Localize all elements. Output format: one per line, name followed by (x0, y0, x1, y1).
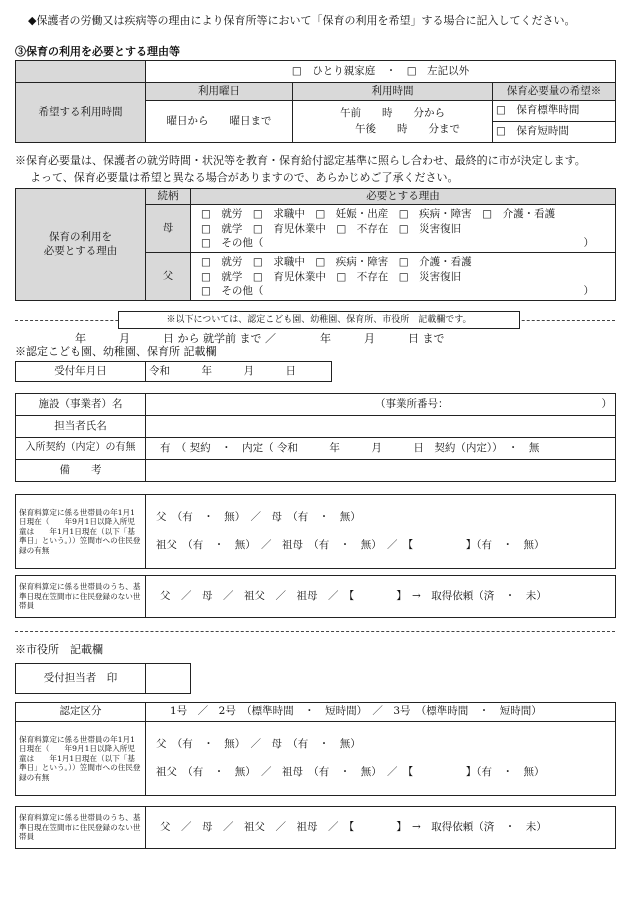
facility-household-row-b[interactable]: 祖父 （有 ・ 無） ／ 祖母 （有 ・ 無） ／ 【 】（有 ・ 無） (156, 538, 545, 551)
reason-table (15, 188, 616, 301)
dashed-divider-2 (15, 631, 615, 632)
mother-other[interactable] (201, 236, 612, 250)
father-reason-line1[interactable]: □ 就労 □ 求職中 □ 疾病・障害 □ 介護・看護 (201, 256, 472, 269)
father-other[interactable] (201, 284, 612, 298)
mother-reasons[interactable] (191, 205, 616, 253)
city-household-row-b[interactable]: 祖父 （有 ・ 無） ／ 祖母 （有 ・ 無） ／ 【 】（有 ・ 無） (156, 765, 545, 778)
city-household-desc: 保育料算定に係る世帯員の年1月1日現在（ 年9月1日以降入所児童は 年1月1日現在（以下「基準日」という。））笠間市への住民登録の有無 (16, 722, 146, 796)
household-options[interactable]: □ ひとり親家庭 ・ □ 左記以外 (146, 61, 616, 83)
receipt-date-field[interactable]: 令和 年 月 日 (146, 362, 332, 382)
facility-household-table (15, 494, 616, 569)
receipt-stamp-field[interactable] (146, 664, 191, 694)
note-line2: よって、保育必要量は希望と異なる場合がありますので、あらかじめご了承ください。 (30, 171, 459, 184)
facility-nonresident-table (15, 575, 616, 618)
reason-label-line1: 保育の利用を (49, 231, 112, 244)
father-other-close: ） (583, 284, 594, 297)
relation-header: 続柄 (146, 189, 191, 205)
facility-info-table (15, 393, 616, 482)
facility-nonresident-desc: 保育料算定に係る世帯員のうち、基準日現在笠間市に住民登録のない世帯員 (16, 576, 146, 618)
receipt-staff-label: 受付担当者 印 (16, 664, 146, 694)
receipt-date-table (15, 361, 332, 382)
facility-household-row-a[interactable]: 父 （有 ・ 無） ／ 母 （有 ・ 無） (156, 511, 361, 524)
city-household-field[interactable] (146, 722, 616, 796)
divider-note-box: ※以下については、認定こども園、幼稚園、保育所、市役所 記載欄です。 (118, 311, 520, 329)
time-am: 午前 時 分から (340, 107, 445, 120)
city-receipt-table (15, 663, 191, 694)
father-reason-line2[interactable]: □ 就学 □ 育児休業中 □ 不存在 □ 災害復旧 (201, 270, 462, 283)
facility-household-desc: 保育料算定に係る世帯員の年1月1日現在（ 年9月1日以降入所児童は 年1月1日現在（以下「基準日」という。））笠間市への住民登録の有無 (16, 495, 146, 569)
staff-name-label: 担当者氏名 (16, 416, 146, 438)
relation-father: 父 (146, 253, 191, 301)
receipt-date-label: 受付年月日 (16, 362, 146, 382)
facility-name-label: 施設（事業者）名 (16, 394, 146, 416)
blank-cell (16, 61, 146, 83)
city-section-title: ※市役所 記載欄 (15, 643, 103, 656)
day-header: 利用曜日 (146, 83, 293, 101)
mother-reason-line1[interactable]: □ 就労 □ 求職中 □ 妊娠・出産 □ 疾病・障害 □ 介護・看護 (201, 208, 556, 221)
need-header: 保育必要量の希望※ (493, 83, 616, 101)
reason-label (16, 189, 146, 301)
period-line: 年 月 日 から 就学前 まで ／ 年 月 日 まで (75, 332, 445, 345)
remarks-label: 備 考 (16, 460, 146, 482)
mother-reason-line2[interactable]: □ 就学 □ 育児休業中 □ 不存在 □ 災害復旧 (201, 222, 462, 235)
time-field[interactable] (293, 101, 493, 143)
mother-other-close: ） (583, 236, 594, 249)
facility-nonresident-field[interactable]: 父 ／ 母 ／ 祖父 ／ 祖母 ／ 【 】 → 取得依頼（済 ・ 未） (146, 576, 616, 618)
reason-label-line2: 必要とする理由 (43, 244, 118, 257)
time-pm: 午後 時 分まで (355, 122, 460, 135)
top-note: ◆保護者の労働又は疾病等の理由により保育所等において「保育の利用を希望」する場合に記入してください。 (28, 14, 576, 27)
need-short-option[interactable]: □ 保育短時間 (493, 122, 616, 143)
father-other-label: □ その他（ (201, 284, 264, 297)
need-standard-option[interactable]: □ 保育標準時間 (493, 101, 616, 122)
relation-mother: 母 (146, 205, 191, 253)
mother-other-label: □ その他（ (201, 236, 264, 249)
note-line1: ※保育必要量は、保護者の就労時間・状況等を教育・保育給付認定基準に照らし合わせ、最終的に市が決定します。 (15, 154, 586, 167)
section3-title: ③保育の利用を必要とする理由等 (15, 45, 180, 58)
cert-field[interactable]: 1号 ／ 2号 （標準時間 ・ 短時間） ／ 3号 （標準時間 ・ 短時間） (146, 703, 616, 722)
cert-label: 認定区分 (16, 703, 146, 722)
contract-label: 入所契約（内定）の有無 (16, 438, 146, 460)
hope-time-label: 希望する利用時間 (16, 83, 146, 143)
city-nonresident-desc: 保育料算定に係る世帯員のうち、基準日現在笠間市に住民登録のない世帯員 (16, 807, 146, 849)
day-field[interactable]: 曜日から 曜日まで (146, 101, 293, 143)
remarks-field[interactable] (146, 460, 616, 482)
facility-number-label: （事業所番号： (375, 397, 449, 410)
contract-field[interactable]: 有 （ 契約 ・ 内定（ 令和 年 月 日 契約（内定）） ・ 無 (146, 438, 616, 460)
reason-header: 必要とする理由 (191, 189, 616, 205)
facility-number-close: ） (601, 397, 612, 410)
facility-name-field[interactable] (146, 394, 616, 416)
city-nonresident-table (15, 806, 616, 849)
city-cert-table (15, 702, 616, 796)
facility-household-field[interactable] (146, 495, 616, 569)
father-reasons[interactable] (191, 253, 616, 301)
city-nonresident-field[interactable]: 父 ／ 母 ／ 祖父 ／ 祖母 ／ 【 】 → 取得依頼（済 ・ 未） (146, 807, 616, 849)
usage-time-table (15, 60, 616, 143)
time-header: 利用時間 (293, 83, 493, 101)
facility-section-title: ※認定こども園、幼稚園、保育所 記載欄 (15, 345, 217, 358)
staff-name-field[interactable] (146, 416, 616, 438)
city-household-row-a[interactable]: 父 （有 ・ 無） ／ 母 （有 ・ 無） (156, 738, 361, 751)
